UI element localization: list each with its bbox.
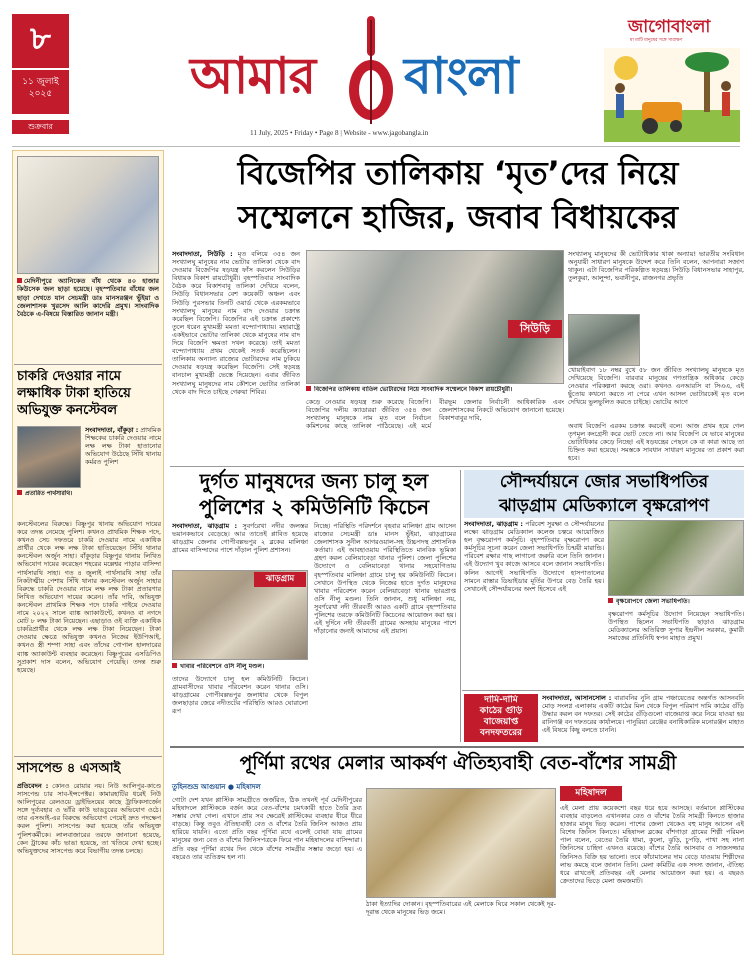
beauty-photo (608, 520, 744, 596)
beauty-photo-caption: বৃক্ষরোপণে জেলা সভাধিপতি। (608, 598, 744, 607)
cane-headline: পূর্ণিমা রথের মেলার আকর্ষণ ঐতিহ্যবাহী বেত-বাঁশের সামগ্রী (239, 753, 677, 774)
beauty-col1-text: পরিবেশ সুরক্ষা ও সৌন্দর্যায়নের লক্ষ্যে ঝাড়গ্রাম মেডিক্যাল কলেজ চত্বরে আয়োজিত হল বৃক্ষরোপণ কর্মসূচি। বৃহস্পতিবার বৃক্ষরোপণ করে কর্মসূচির সূচনা করেন জেলা সভাধিপতি চিন্ময়ী মারান্ডি। পরিবেশ রক্ষার গাছ লাগানো জরুরি বলে তিনি জানান। এই উদ্যোগ খুব কাজে আসবে বলে জানান সভাধিপতি। কলিন আগেই সভাধিপতি উদ্যোগে হাসপাতালের সামনে রাস্তার ডিভাইডার মূর্তির উপরে বেড় তৈরি হয়। সেখানেই সৌন্দর্যায়নের অংশ হিসেবে এই (464, 520, 604, 593)
weekday-text: শুক্রবার (28, 122, 53, 131)
lead-dateline: সংবাদদাতা, সিউড়ি : (172, 250, 233, 258)
lead-column-1 (172, 250, 300, 462)
cane-photo (366, 788, 556, 898)
constable-lead-text (85, 426, 161, 518)
irrigation-caption-text: মেদিনীপুরে অ্যানিকেত বাঁধ থেকে ৪০ হাজার কিউসেক জল ছাড়া হয়েছে। বৃহস্পতিবার বাঁধের জল ছাড়া দেখতে যান সেচমন্ত্রী ডাঃ মানসরঞ্জন ভুঁইয়া ও জেলাশাসক খুরসেদ আলি কাদেরি প্রমুখ। সাংবাদিক বৈঠকে এ-বিষয়ে বিস্তারিত জানান মন্ত্রী। (17, 277, 159, 319)
irrigation-photo-caption (17, 277, 159, 359)
lead-photo-caption: বিজেপির তালিকায় বাতিল ভোটারদের নিয়ে সাংবাদিক সম্মেলনে বিকাশ রায়চৌধুরী। (306, 386, 564, 395)
lead-column-3a: সংখ্যালঘু মানুষদের কী ভোটাধিকার থাকা অন্যায়! ভারতীয় সংবিধান অনুযায়ী সাধারণ মানুষকে উদ্দেশ করে তিনি বলেন, আপনারা সজাগ থাকুন। এটা বিজেপির পরিকল্পিত ষড়যন্ত্র। সিউড়ি বিধানসভার সাহাপুর, তুলকুরা, আলুন্দা, ভবানীপুর, রাজনগর প্রভৃতি (568, 250, 744, 283)
beauty-dateline: সংবাদদাতা, ঝাড়গ্রাম : (464, 520, 523, 528)
constable-body-text: কনস্টেবলের বিরুদ্ধে। বিষ্ণুপুর থানায় অভিযোগ দায়ের করে তদন্ত নেমেছে পুলিশ। কখনও প্রাথমিক শিক্ষক পদে, কখনও সেচ দফতরে চাকরি দেওয়ার নামে একাধিক প্রার্থীর থেকে লক্ষ লক্ষ টাকা হাতিয়েছেন সিঁথি থানার কনস্টেবল অর্জুন সাহা। বাঁকুড়ার বিষ্ণুপুর থানায় লিখিত অভিযোগ দায়ের করেছেন শহরের মল্লেশ্বর পাড়ার বাসিন্দা পার্থসারথি সাহা। গত ৪ জুলাই পার্থসারথি সাহা তাঁর নিকটাত্মীয় পেশায় সিঁথি থানার কনস্টেবল অর্জুন সাহার বিরুদ্ধে চাকরি দেওয়ার নামে লক্ষ লক্ষ টাকা প্রতারণার লিখিত অভিযোগ দায়ের করেন। তাঁর দাবি, অভিযুক্ত কনস্টেবল প্রাথমিক শিক্ষক পদে চাকরি পাইয়ে দেওয়ার নামে ২০২২ সালে ব্যাঙ্ক অ্যাকাউন্টে, কখনও বা নগদে মোট ৮ লক্ষ টাকা নিয়েছেন। এছাড়াও ওই ব্যক্তি একাধিক চাকরিপ্রার্থীর থেকে লক্ষ লক্ষ টাকা নিয়েছেন। টাকা দেওয়ার ক্ষেত্রে অভিযুক্ত কখনও নিজের ইউপিআই, কখনও স্ত্রী শম্পা সাহা এবং তাঁদের গোপাল হালদারের ব্যাঙ্ক অ্যাকাউন্ট ব্যবহার করেছেন। বিষ্ণুপুরের এসডিপিও সুপ্রকাশ দাস বলেন, অভিযোগ পেয়েছি। তদন্ত শুরু হয়েছে। (17, 520, 161, 674)
cane-photo-caption: ঠাকা ইত্যাদির দোকান। বৃহস্পতিবারের এই মেলাকে ঘিরে সকাল থেকেই দূর-দূরান্ত থেকে মানুষের ভিড় জমে। (366, 900, 556, 917)
wood-headline-line-1: দামি-দামি (484, 695, 518, 705)
lead-headline-line-1: বিজেপির তালিকায় ‘মৃত’দের নিয়ে (237, 154, 679, 192)
cane-column-3: এই মেলা প্রায় কয়েকশো বছর ধরে হয়ে আসছে। বর্তমানে প্লাস্টিকের ব্যবহার বাড়লেও এখানকার বেত ও বাঁশের তৈরি সামগ্রী কিনতে হাজার হাজার মানুষ ভিড় করেন। পাশের জেলা থেকেও বহু মানুষ আসেন এই বিশেষ জিনিস কিনতে। মহিষাদল ব্লকের বাঁশগাড়া গ্রামের শিল্পী পরিমল পাল বলেন, বেতের তৈরি ধামা, কুলো, ঝুড়ি, চুপড়ি, পাখা সহ নানা জিনিসের চাহিদা এখনও রয়েছে। বাঁশের তৈরি আসবাব ও সাজসজ্জার জিনিসও বিক্রি হয় ভালো। তবে কাঁচামালের দাম বেড়ে যাওয়ায় শিল্পীদের লাভ কমছে বলে জানান তিনি। মেলা কমিটির এক সদস্য জানান, ঐতিহ্য ধরে রাখতেই প্রতিবছর এই মেলার আয়োজন করা হয়। এ বছরও ক্রেতাদের ভিড়ে মেলা জমজমাট। (560, 804, 744, 885)
wood-headline-line-2: কাঠের গুঁড়ি (479, 706, 523, 716)
beauty-column-1 (464, 520, 604, 686)
lead-headline-line-2: সম্মেলনে হাজির, জবাব বিধায়কের (237, 198, 679, 236)
cane-location-text: মহিষাদল (575, 788, 607, 798)
brand-name: জাগোবাংলা (628, 17, 711, 37)
cane-byline: তুহিনশুভ্র আগুয়ান ● মহিষাদল (172, 783, 261, 791)
beauty-headline-line-2: ঝাড়গ্রাম মেডিক্যালে বৃক্ষরোপণ (464, 494, 744, 518)
suspend-body: কোনও রোয়ার নয়। নিউ আলিপুর-কাণ্ডে সাসপেন্ড চার সাব-ইন্সপেক্টর। কামারহাটির ধরেই নিউ আলিপুরের রেলওয়ে ড্রাইভিংয়ের কাছে ট্রাফিকসার্জেন সঙ্গে দুর্ব্যবহার ও ভাঁরি কাউ ভাঙচুরের অভিযোগ ওঠে। তার এসআই-এর বিরুদ্ধে অভিযোগ পেয়েই দ্রুত পদক্ষেপ করল পুলিশ। সাসপেন্ড করা হয়েছে তাঁর অভিযুক্ত পুলিশকর্মীকে। লালবাজারের তরফে জানানো হয়েছে, কেন ট্রাকের কাঁচ ভাঙা হয়েছে, তা খতিয়ে দেখা হচ্ছে। অভিযুক্তদের সাসপেন্ড করে বিভাগীয় তদন্ত চলছে। (17, 782, 161, 855)
kitchen-headline-line-2: পুলিশের ২ কমিউনিটি কিচেন (198, 495, 430, 519)
left-divider-1 (14, 364, 162, 365)
cane-divider (170, 746, 744, 748)
ektara-logo-icon (340, 16, 402, 128)
kitchen-column-1 (172, 522, 308, 568)
lead-photo-2 (568, 314, 640, 366)
kitchen-vertical-divider (460, 470, 461, 742)
constable-lead: প্রাথমিক শিক্ষকের চাকরি দেওয়ার নামে লক্ষ লক্ষ টাকা হাতানোর অভিযোগ উঠেছে সিঁথি থানায় কর্মরত পুলিশ (85, 426, 161, 467)
kitchen-photo-caption: খাবার পরিবেশনে ওসি নীলু মণ্ডল। (172, 663, 308, 672)
lead-location-text: সিউড়ি (520, 322, 550, 335)
kitchen-headline-line-1: দুর্গত মানুষদের জন্য চালু হল (199, 469, 429, 493)
constable-dateline: সংবাদদাতা, বাঁকুড়া : (85, 426, 139, 434)
wood-dateline: সংবাদদাতা, আসানসোল : (542, 694, 612, 702)
page-number: ৮ (30, 19, 51, 57)
masthead-divider (12, 146, 740, 147)
wood-body-text (542, 694, 744, 742)
cane-column-1: গোটা দেশ যখন প্লাস্টিক সামগ্রীতে জর্জরিত, ঠিক তখনই পূর্ব মেদিনীপুরের মহিষাদলে প্লাস্টিককে বর্জন করে বেত-বাঁশের চমৎকারী হাতে তৈরি দ্রব্য সম্ভার দেখা গেল। এখানে প্রায় সব ক্ষেত্রেই প্লাস্টিকের ব্যবহার ধীরে ধীরে বাড়ছে। কিন্তু তবুও ঐতিহ্যবাহী বেত ও বাঁশের তৈরি জিনিস আজও প্রায় হারিয়ে যায়নি। এতো প্রতি বছর পূর্ণিমা রথে এলেই বোঝা যায় গ্রামের মানুষের জন্য বেত ও বাঁশের জিনিসপত্রকে ফিরে পান মহিষাদলের বাসিন্দারা। প্রতি বছর পূর্ণিমা রথের দিন থেকে বাঁশের সামগ্রীর সম্ভার জড়ো হয়। এ বছরেও তার ব্যতিক্রম হল না। (172, 796, 362, 861)
lead-photo (306, 250, 564, 384)
kitchen-column-2: নিচ্ছে। পরিস্থিতি পরিদর্শনে বৃহবার মালিঞ্চা গ্রাম আসেন রাজ্যের সেচমন্ত্রী ডাঃ মানস ভুঁইয়া, ঝাড়গ্রামের জেলাশাসক সুনীল আগরওয়াল-সহ উচ্চপদস্থ প্রশাসনিক কর্তারা। এই আবহাওয়ায় পরিস্থিতিতে মানবিক ভূমিকা গ্রহণ করল বেলিয়াবেড়া থানার পুলিশ। জেলা পুলিশের উদ্যোগে ও বেলিয়াবেড়া থানার সহযোগিতায় বৃহস্পতিবার মালিঞ্চা গ্রামে চালু হয় কমিউনিটি কিচেন। সেখানে উপস্থিত থেকে নিজের হাতে দুর্গত মানুষদের খাবার পরিবেশন করেন বেলিয়াবেড়া থানার ভারপ্রাপ্ত ওসি নীলু মণ্ডল। তিনি জানান, শুধু মালিঞ্চা নয়, সুবর্ণরেখা নদী তীরবর্তী আরও একটি গ্রামে বৃহস্পতিবার পুলিশের তরফে কমিউনিটি কিচেনের আয়োজন করা হয়। এই দুর্দিনে নদী তীরবর্তী গ্রামের অসহায় মানুষের পাশে দাঁড়ানোর জন্যই আমাদের এই প্রয়াস। (314, 522, 456, 636)
lead-col1-text: মৃত বলিয়ে ৩৫৪ জন সংখ্যালঘু মানুষের নাম ভোটার তালিকা থেকে বাদ দেওয়ার বিজেপির ষড়যন্ত্র ফাঁস করলেন সিউড়ির বিধায়ক বিকাশ রায়চৌধুরী। বৃহস্পতিবার সাংবাদিক বৈঠক করে বিকাশবাবু তালিকা দেখিয়ে বলেন, সিউড়ি বিধানসভার বেশ কয়েকটি অঞ্চল এবং সিউড়ি পুরসভার তিনটি ওয়ার্ড থেকে এরকমভাবে সংখ্যালঘু মানুষের নাম বাদ দেওয়ার চক্রান্ত করেছিল বিজেপি। বিজেপির এই চক্রান্ত প্রকাশ্যে তুলে ধরেন মুখ্যমন্ত্রী মমতা বন্দ্যোপাধ্যায়। মহারাষ্ট্রে একইভাবে ভোটার তালিকা থেকে মানুষের নাম বাদ দিয়ে বিজেপি ক্ষমতা দখল করেছে। তাই মমতা বন্দ্যোপাধ্যায় প্রথম থেকেই সতর্ক করেছিলেন। তালিকায় অন্যান্য রাজ্যের ভোটারদের নাম ঢুকিয়ে দেওয়ার ষড়যন্ত্র করেছিল বিজেপি। সেই ষড়যন্ত্র বানচাল মুখ্যমন্ত্রী ভেস্তে দিয়েছেন। এবার জীবিত সংখ্যালঘু মানুষদের নাম কৌশলে ভোটার তালিকা থেকে বাদ দিতে চাইছে গেরুয়া শিবির। (172, 250, 300, 396)
lead-column-2: কেড়ে নেওয়ার ষড়যন্ত্র শুরু করেছে বিজেপি। বিজেপির দলীয় ক্যাডাররা জীবিত ৩৫৪ জন সংখ্যালঘু মানুষকে নাম মৃত বলে নির্বাচন কমিশনের কাছে তালিকা পাঠিয়েছে। এই মর্মে বীরভূম জেলার নির্বাচনী আধিকারিক এবং জেলাশাসকের নিকটে অভিযোগ জানানো হয়েছে। বিকাশবাবুর দাবি, (306, 398, 564, 431)
date-text: ১১ জুলাই ২০২৫ (22, 77, 59, 99)
kitchen-column-1b: তাদের উদ্যোগে চালু হল কমিউনিটি কিচেন। গ্রামবাসীদের খাবার পরিবেশন করেন থানার ওসি। ঝাড়গ্রামের গোপীবল্লভপুর জলাধার থেকে বিপুল জলছাড়ার জেরে নদীতটের পরিস্থিতি আরও ঘোরালো রূপ (172, 675, 308, 716)
kitchen-location-text: ঝাড়গ্রাম (265, 574, 295, 584)
irrigation-photo (17, 156, 159, 274)
beauty-column-2: বৃক্ষরোপণ কর্মসূচির উদ্যোগ নিয়েছেন সভাধিপতি। উপস্থিত ছিলেন সভাধিপতি ছাড়াও ঝাড়গ্রাম মেডিক্যালের অতিরিক্ত সুপার ইন্দ্রনীল সরকার, কুমারী সমাজের প্রতিনিধি স্বপন মাহাত প্রমুখ। (608, 610, 744, 643)
beauty-headline-line-1: সৌন্দর্যায়নে জোর সভাধিপতির (464, 470, 744, 494)
suspend-headline: সাসপেন্ড ৪ এসআই (17, 761, 121, 776)
kitchen-dateline: সংবাদদাতা, ঝাড়গ্রাম : (172, 522, 238, 530)
lead-column-3b: খোয়াইবাগ ১৮ নম্বর বুথে ৫৮ জন জীবিত সংখ্যালঘু মানুষকে মৃত দেখিয়েছে বিজেপি। বারবার মানুষের গণতান্ত্রিক অধিকার কেড়ে নেওয়ার পরিকল্পনা করছে ওরা। কখনও এনআরসি বা সিএএ, এই ছুঁতোয় কখনো করতে না পেরে এখন আসল ভোটারকেই মৃত বলে দেখিয়ে ভুলভুলিত করতে চাইছে। ভোটের আগে (568, 366, 744, 407)
beauty-divider (462, 690, 744, 691)
constable-headline: চাকরি দেওয়ার নামে লক্ষাধিক টাকা হাতিয়ে অভিযুক্ত কনস্টেবল (17, 369, 131, 418)
kitchen-col1-text: সুবর্ণরেখা নদীর জলস্তর ভয়ানকভাবে বেড়েছে। আর তাতেই প্লাবিত হয়েছে ঝাড়গ্রাম জেলার গোপীবল্লভপুর ২ ব্লকের মালিঞ্চা গ্রামের বাসিন্দাদের পাশে দাঁড়াল পুলিশ প্রশাসন। (172, 522, 308, 555)
victim-photo-caption: প্রতারিত পার্থসারথি। (17, 490, 83, 508)
suspend-dateline: প্রতিবেদন : (17, 782, 49, 790)
wood-headline-line-4: বনদফতরের (480, 728, 522, 738)
logo-right: বাংলা (404, 47, 518, 105)
lead-divider (170, 466, 744, 467)
logo-left: আমার (190, 47, 316, 105)
wood-body: বারাবনির নুনি গ্রাম পঞ্চায়েতের অন্তর্গত আসনবনি মোড় সংলগ্ন এলাকায় একটি কাঠের মিল থেকে বিপুল পরিমাণ দামি কাঠের গুঁড়ি উদ্ধার করল বন দফতর। সেই কাঠের গুঁড়িগুলো বাজেয়াপ্ত করে নিয়ে যাওয়া হয় রানিগঞ্জ বন দফতরের কার্যালয়ে। পানুরিয়া রেঞ্জের বনাধিকারিক মনোরঞ্জন মাহাত এই বিষয়ে কিছু বলতে চাননি। (542, 694, 744, 735)
victim-photo (17, 426, 81, 488)
masthead-subline: 11 July, 2025 • Friday • Page 8 | Website - www.jagobangla.in (250, 129, 429, 137)
caption-marker-icon (17, 278, 22, 283)
left-divider-2 (14, 756, 162, 757)
brand-tagline: মা মাটি মানুষের সঙ্গে সারাক্ষণ (630, 38, 683, 43)
lead-column-3c: অবাধ বিজেপি এরকম চক্রান্ত করবেই বলে। আজ প্রথম হয়ে গেল তৃণমূল কংগ্রেসী করে ভোট তেতে না। আর বিজেপি যে ভাবে মানুষের ভোটাধিকার কেড়ে নিচ্ছে! এই ষড়যন্ত্রের পেছনে কে বা কারা আছে তা চিহ্নিত করা হয়েছে। সমস্তকে সাবধান সাধারণ মানুষের তা প্রকাশ করা হবে। (568, 422, 744, 462)
suspend-body-text (17, 782, 161, 952)
farm-illustration-icon (604, 48, 740, 142)
wood-headline-line-3: বাজেয়াপ্ত (483, 717, 519, 727)
